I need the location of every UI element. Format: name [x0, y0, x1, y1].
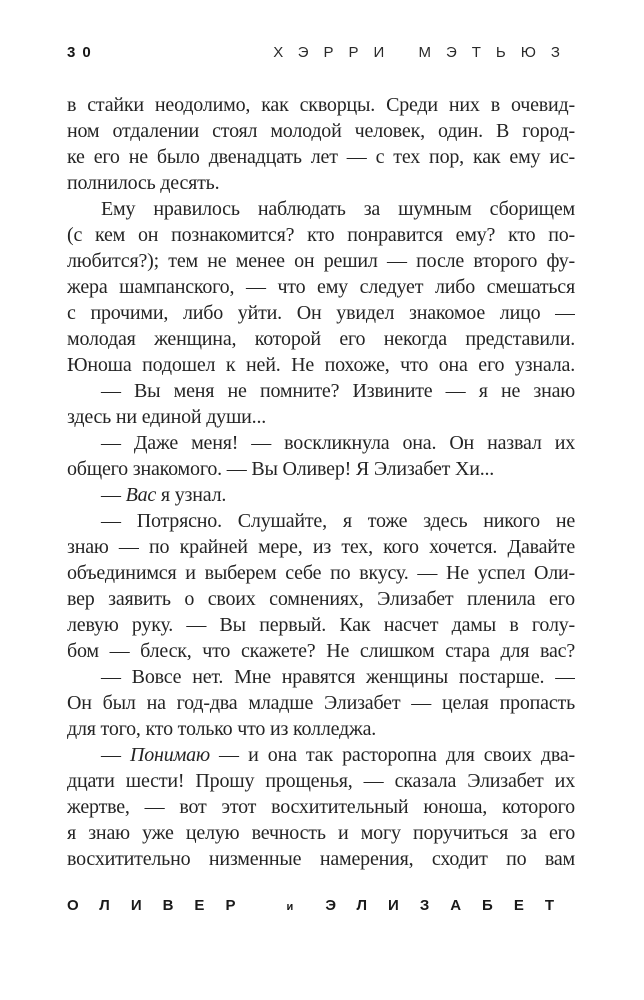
text-segment: — Вовсе нет. Мне нравятся женщины постарше. —: [101, 666, 575, 688]
text-line: [67, 534, 575, 560]
italic-text: Понимаю: [130, 744, 210, 766]
text-segment: дцати шести! Прошу прощенья, — сказала Элизабет их: [67, 770, 575, 792]
text-line: [67, 430, 575, 456]
text-segment: любится?); тем не менее он решил — после второго фу-: [67, 250, 575, 272]
running-head-author: ХЭРРИ МЭТЬЮЗ: [273, 44, 575, 61]
text-line: [67, 612, 575, 638]
page-footer: [67, 897, 575, 914]
text-segment: полнилось десять.: [67, 172, 220, 194]
text-line: [67, 118, 575, 144]
text-line: [67, 196, 575, 222]
text-segment: бом — блеск, что скажете? Не слишком стара для вас?: [67, 640, 575, 662]
text-line: [67, 508, 575, 534]
page-header: [67, 44, 575, 61]
text-line: [67, 482, 575, 508]
text-segment: левую руку. — Вы первый. Как насчет дамы в голу-: [67, 614, 575, 636]
text-segment: Ему нравилось наблюдать за шумным сборищем: [101, 198, 575, 220]
body-text-block: [67, 92, 575, 872]
text-line: [67, 352, 575, 378]
text-segment: я знаю уже целую вечность и могу поручиться за его: [67, 822, 575, 844]
text-segment: в стайки неодолимо, как скворцы. Среди них в очевид-: [67, 94, 575, 116]
italic-text: Вас: [125, 484, 157, 506]
text-segment: общего знакомого. — Вы Оливер! Я Элизабет Хи...: [67, 458, 495, 480]
text-segment: —: [101, 744, 131, 766]
text-line: [67, 378, 575, 404]
page-number: 30: [67, 44, 98, 61]
text-line: [67, 586, 575, 612]
text-segment: —: [101, 484, 126, 506]
text-segment: с прочими, либо уйти. Он увидел знакомое лицо —: [67, 302, 575, 324]
text-line: [67, 820, 575, 846]
text-line: [67, 326, 575, 352]
text-line: [67, 248, 575, 274]
text-segment: ке его не было двенадцать лет — с тех пор, как ему ис-: [67, 146, 575, 168]
text-line: [67, 92, 575, 118]
text-line: [67, 846, 575, 872]
text-line: [67, 404, 575, 430]
text-segment: для того, кто только что из колледжа.: [67, 718, 377, 740]
text-line: [67, 144, 575, 170]
text-line: [67, 170, 575, 196]
text-segment: (с кем он познакомится? кто понравится ему? кто по-: [67, 224, 575, 246]
text-segment: — Потрясно. Слушайте, я тоже здесь никого не: [101, 510, 575, 532]
text-segment: Он был на год-два младше Элизабет — целая пропасть: [67, 692, 575, 714]
text-segment: молодая женщина, которой его некогда представили.: [67, 328, 575, 350]
text-line: [67, 560, 575, 586]
text-segment: я узнал.: [156, 484, 227, 506]
text-line: [67, 456, 575, 482]
footer-title-right: ЭЛИЗАБЕТ: [325, 897, 575, 914]
text-segment: жертве, — вот этот восхитительный юноша, которого: [67, 796, 575, 818]
text-segment: восхитительно низменные намерения, сходит по вам: [67, 848, 575, 870]
text-line: [67, 274, 575, 300]
text-segment: — и она так расторопна для своих два-: [209, 744, 575, 766]
text-segment: здесь ни единой души...: [67, 406, 267, 428]
text-segment: Юноша подошел к ней. Не похоже, что она его узнала.: [67, 354, 575, 376]
text-segment: объединимся и выберем себе по вкусу. — Не успел Оли-: [67, 562, 575, 584]
text-line: [67, 690, 575, 716]
text-line: [67, 664, 575, 690]
text-line: [67, 222, 575, 248]
text-line: [67, 638, 575, 664]
text-line: [67, 794, 575, 820]
footer-title-conjunction: и: [286, 901, 296, 913]
text-segment: вер заявить о своих сомнениях, Элизабет пленила его: [67, 588, 575, 610]
footer-title-left: ОЛИВЕР: [67, 897, 257, 914]
text-segment: — Вы меня не помните? Извините — я не знаю: [101, 380, 575, 402]
text-segment: жера шампанского, — что ему следует либо смешаться: [67, 276, 575, 298]
text-line: [67, 742, 575, 768]
text-line: [67, 768, 575, 794]
text-segment: — Даже меня! — воскликнула она. Он назвал их: [101, 432, 575, 454]
text-segment: знаю — по крайней мере, из тех, кого хочется. Давайте: [67, 536, 575, 558]
text-line: [67, 716, 575, 742]
text-segment: ном отдалении стоял молодой человек, один. В город-: [67, 120, 575, 142]
text-line: [67, 300, 575, 326]
